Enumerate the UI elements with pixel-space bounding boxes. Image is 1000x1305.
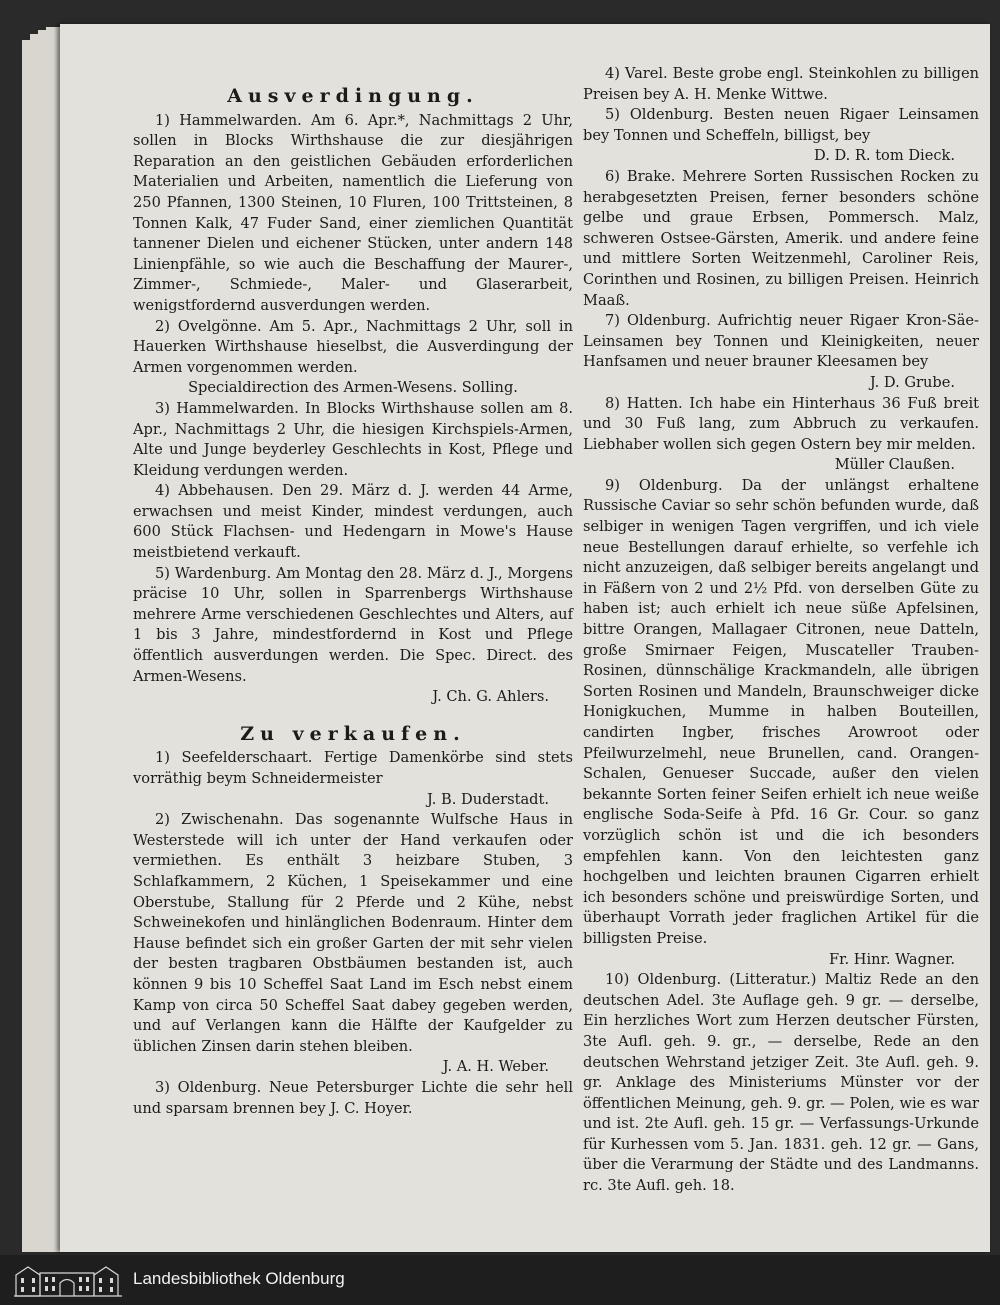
notice-wardenburg: 5) Wardenburg. Am Montag den 28. März d. J., Morgens präcise 10 Uhr, sollen in Sparrenbergs Wirthshause mehrere Arme verschiedenen Geschlechtes und Alters, auf 1 bis 3 Jahre, mindestfordernd in Kost und Pflege öffentlich ausverdungen werden. Die Spec. Direct. des Armen-Wesens. <box>133 564 573 685</box>
heading-zu-verkaufen: Zu verkaufen. <box>240 722 466 745</box>
signature-grube: J. D. Grube. <box>869 373 955 391</box>
sale-oldenburg-9: 9) Oldenburg. Da der unlängst erhaltene Russische Caviar so sehr schön befunden wurde, daß selbiger in wenigen Tagen vergriffen, und ich viele neue Bestellungen darauf erhielte, so verfehle ich nicht anzuzeigen, daß selbiger bereits angelangt und in Fäßern von 2 und 2½ Pfd. von derselben Güte zu haben ist; auch erhielt ich neue süße Apfelsinen, bittre Orangen, Mallagaer Citronen, neue Datteln, große Smirnaer Feigen, Muscateller Trauben-Rosinen, dünnschälige Krackmandeln, alle übrigen Sorten Rosinen und Mandeln, Braunschweiger dicke Honigkuchen, Mumme in halben Bouteillen, candirten Ingber, frisches Arowroot oder Pfeilwurzelmehl, neue Brunellen, cand. Orangen-Schalen, Genueser Succade, außer den vielen bekannte Sorten feiner Seifen erhielt ich neue weiße englische Soda-Seife à Pfd. 16 Gr. Cour. so ganz vorzüglich schön ist und die ich besonders empfehlen kann. Von den leichtesten ganz hochgelben und leichten braunen Cigarren erhielt ich besonders schöne und preiswürdige Sorten, und überhaupt Vorrath jeder fraglichen Artikel für die billigsten Preise. <box>583 476 979 947</box>
sale-brake: 6) Brake. Mehrere Sorten Russischen Rocken zu herabgesetzten Preisen, ferner besonders schöne gelbe und graue Erbsen, Pommersch. Malz, schweren Ostsee-Gärsten, Amerik. und andere feine und mittlere Sorten Weitzenmehl, Caroliner Reis, Corinthen und Rosinen, zu billigen Preisen. Heinrich Maaß. <box>583 167 979 309</box>
notice-ovelgoenne: 2) Ovelgönne. Am 5. Apr., Nachmittags 2 Uhr, soll in Hauerken Wirthshause hieselbst, die Ausverdingung der Armen vorgenommen werden. <box>133 317 573 376</box>
signature-claussen: Müller Claußen. <box>834 456 955 474</box>
sale-oldenburg-3: 3) Oldenburg. Neue Petersburger Lichte die sehr hell und sparsam brennen bey J. C. Hoyer. <box>133 1078 573 1117</box>
heading-ausverdingung: Ausverdingung. <box>227 85 479 107</box>
sale-oldenburg-5: 5) Oldenburg. Besten neuen Rigaer Leinsamen bey Tonnen und Scheffeln, billigst, bey <box>583 106 979 144</box>
signature-wagner: Fr. Hinr. Wagner. <box>828 950 955 968</box>
sale-varel: 4) Varel. Beste grobe engl. Steinkohlen zu billigen Preisen bey A. H. Menke Wittwe. <box>583 65 979 103</box>
library-building-icon <box>14 1263 122 1297</box>
signature-tom-dieck: D. D. R. tom Dieck. <box>814 147 955 165</box>
sale-hatten: 8) Hatten. Ich habe ein Hinterhaus 36 Fuß breit und 30 Fuß lang, zum Abbruch zu verkaufen. Liebhaber wollen sich gegen Ostern bey mir melden. <box>583 394 979 453</box>
footer-bar <box>0 1255 1000 1305</box>
notice-abbehausen: 4) Abbehausen. Den 29. März d. J. werden 44 Arme, erwachsen und meist Kinder, mindest verdungen, auch 600 Stück Flachsen- und Hedengarn in Mowe's Hause meistbietend verkauft. <box>133 482 573 562</box>
signature-weber: J. A. H. Weber. <box>442 1058 549 1076</box>
library-name[interactable]: Landesbibliothek Oldenburg <box>133 1269 345 1288</box>
signature-duderstadt: J. B. Duderstadt. <box>427 790 549 808</box>
sale-oldenburg-10-litteratur: 10) Oldenburg. (Litteratur.) Maltiz Rede an den deutschen Adel. 3te Auflage geh. 9 gr. — derselbe, Ein herzliches Wort zum Herzen deutscher Fürsten, 3te Aufl. geh. 9. gr., — derselbe, Rede an den deutschen Wehrstand jetziger Zeit. 3te Aufl. geh. 9. gr. Anklage des Ministeriums Münster vor der öffentlichen Meinung, geh. 9. gr. — Polen, wie es war und ist. 2te Aufl. geh. 15 gr. — Verfassungs-Urkunde für Kurhessen vom 5. Jan. 1831. geh. 12 gr. — Gans, über die Verarmung der Städte und des Landmanns. rc. 3te Aufl. geh. 18. <box>583 971 979 1195</box>
notice-hammelwarden-3: 3) Hammelwarden. In Blocks Wirthshause sollen am 8. Apr., Nachmittags 2 Uhr, die hiesigen Kirchspiels-Armen, Alte und Junge beyderley Geschlechts in Kost, Pflege und Kleidung verdungen werden. <box>133 399 573 479</box>
left-column <box>133 64 573 1119</box>
sale-oldenburg-7: 7) Oldenburg. Aufrichtig neuer Rigaer Kron-Säe-Leinsamen bey Tonnen und Kleinigkeiten, neuer Hanfsamen und neuer brauner Kleesamen bey <box>583 312 979 371</box>
notice-hammelwarden-1: 1) Hammelwarden. Am 6. Apr.*, Nachmittags 2 Uhr, sollen in Blocks Wirthshause die zur diesjährigen Reparation an den geistlichen Gebäuden erforderlichen Materialien und Arbeiten, namentlich die Lieferung von 250 Pfannen, 1300 Steinen, 10 Fluren, 100 Trittsteinen, 8 Tonnen Kalk, 47 Fuder Sand, einer ziemlichen Quantität tannener Dielen und eichener Stücken, unter andern 148 Linienpfähle, so wie auch die Beschaffung der Maurer-, Zimmer-, Schmiede-, Maler- und Glaserarbeit, wenigstfordernd ausverdungen werden. <box>133 111 573 314</box>
right-column <box>583 64 979 1197</box>
sale-seefelderschaart: 1) Seefelderschaart. Fertige Damenkörbe sind stets vorräthig beym Schneidermeister <box>133 749 573 787</box>
signature-ahlers: J. Ch. G. Ahlers. <box>432 688 549 706</box>
sale-zwischenahn: 2) Zwischenahn. Das sogenannte Wulfsche Haus in Westerstede will ich unter der Hand verkaufen oder vermiethen. Es enthält 3 heizbare Stuben, 3 Schlafkammern, 2 Küchen, 1 Speisekammer und eine Oberstube, Stallung für 2 Pferde und 2 Kühe, nebst Schweinekofen und hinlänglichen Bodenraum. Hinter dem Hause befindet sich ein großer Garten der mit sehr vielen der besten tragbaren Obstbäumen bestanden ist, auch können 9 bis 10 Scheffel Saat Land im Esch nebst einem Kamp von circa 50 Scheffel Saat dabey gegeben werden, und auf Verlangen kann die Hälfte der Kaufgelder zu üblichen Zinsen darin stehen bleiben. <box>133 811 573 1055</box>
signature-specialdirection: Specialdirection des Armen-Wesens. Solling. <box>188 379 518 397</box>
